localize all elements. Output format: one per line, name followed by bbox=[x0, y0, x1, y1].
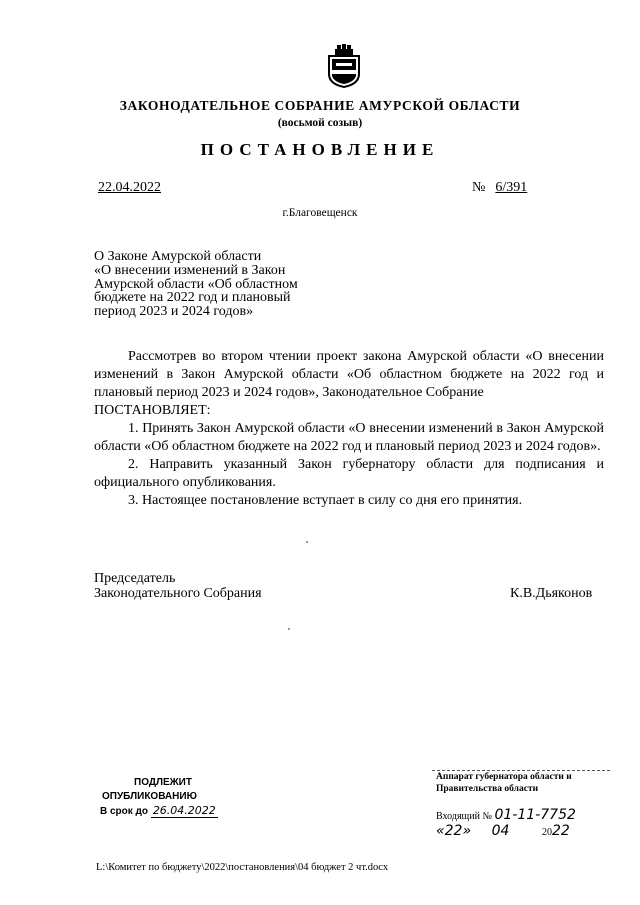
decree-item-1: 1. Принять Закон Амурской области «О внесении изменений в Закон Амурской области «Об областном бюджете на 2022 год и плановый период 2023 и 2024 годов». bbox=[94, 421, 604, 454]
number-value: 6/391 bbox=[495, 180, 528, 195]
footer-file-path: L:\Комитет по бюджету\2022\постановления\04 бюджет 2 чт.docx bbox=[96, 862, 389, 873]
incoming-stamp bbox=[432, 770, 610, 839]
signatory-name: К.В.Дьяконов bbox=[510, 586, 593, 601]
decree-item-2: 2. Направить указанный Закон губернатору области для подписания и официального опубликования. bbox=[94, 457, 604, 490]
incoming-number-label: Входящий № bbox=[436, 811, 493, 822]
document-type-title: ПОСТАНОВЛЕНИЕ bbox=[200, 140, 440, 159]
decree-item-3: 3. Настоящее постановление вступает в силу со дня его принятия. bbox=[128, 493, 523, 508]
handwritten-incoming-day: «22» bbox=[436, 823, 472, 839]
organization-title: ЗАКОНОДАТЕЛЬНОЕ СОБРАНИЕ АМУРСКОЙ ОБЛАСТИ bbox=[119, 98, 521, 113]
incoming-year-prefix: 20 bbox=[541, 827, 552, 838]
publish-stamp-line: ПОДЛЕЖИТ bbox=[134, 777, 192, 788]
signatory-title-line: Председатель bbox=[94, 571, 176, 586]
preamble-paragraph: Рассмотрев во втором чтении проект закона Амурской области «О внесении изменений в Закон Амурской области «Об областном бюджете на 2022 год и плановый период 2023 и 2024 годов», Законодательное Собрание bbox=[94, 349, 604, 400]
signatory-title bbox=[94, 571, 262, 601]
incoming-stamp-header: Аппарат губернатора области и bbox=[436, 772, 572, 782]
subject-line: «О внесении изменений в Закон bbox=[94, 262, 286, 278]
publish-stamp-line: ОПУБЛИКОВАНИЮ bbox=[102, 791, 197, 802]
incoming-number-row bbox=[436, 809, 576, 823]
document-body bbox=[94, 348, 604, 510]
subject-line: Амурской области «Об областном bbox=[94, 276, 298, 292]
handwritten-incoming-month: 04 bbox=[491, 823, 510, 839]
incoming-date-row bbox=[436, 825, 570, 839]
number-sign: № bbox=[472, 180, 486, 195]
subject-line: О Законе Амурской области bbox=[94, 249, 262, 264]
publish-deadline-label: В срок до bbox=[100, 806, 149, 817]
subject-line: бюджете на 2022 год и плановый bbox=[94, 290, 291, 306]
incoming-stamp-header: Правительства области bbox=[436, 784, 539, 794]
publish-deadline bbox=[100, 804, 230, 819]
decree-word: ПОСТАНОВЛЯЕТ: bbox=[94, 403, 211, 418]
coat-of-arms-icon bbox=[326, 44, 362, 88]
city-label: г.Благовещенск bbox=[282, 207, 358, 219]
document-date: 22.04.2022 bbox=[98, 180, 161, 195]
handwritten-incoming-number: 01-11-7752 bbox=[494, 807, 576, 823]
document-subject bbox=[94, 250, 354, 319]
scan-speck bbox=[306, 541, 308, 543]
document-number bbox=[472, 180, 527, 196]
handwritten-deadline-date: 26.04.2022 bbox=[152, 804, 216, 817]
convocation-label: (восьмой созыв) bbox=[277, 117, 363, 129]
handwritten-incoming-year: 22 bbox=[551, 823, 570, 839]
subject-line: период 2023 и 2024 годов» bbox=[94, 304, 254, 320]
publish-stamp bbox=[100, 776, 230, 819]
scan-speck bbox=[288, 628, 290, 630]
signatory-title-line: Законодательного Собрания bbox=[94, 586, 262, 601]
